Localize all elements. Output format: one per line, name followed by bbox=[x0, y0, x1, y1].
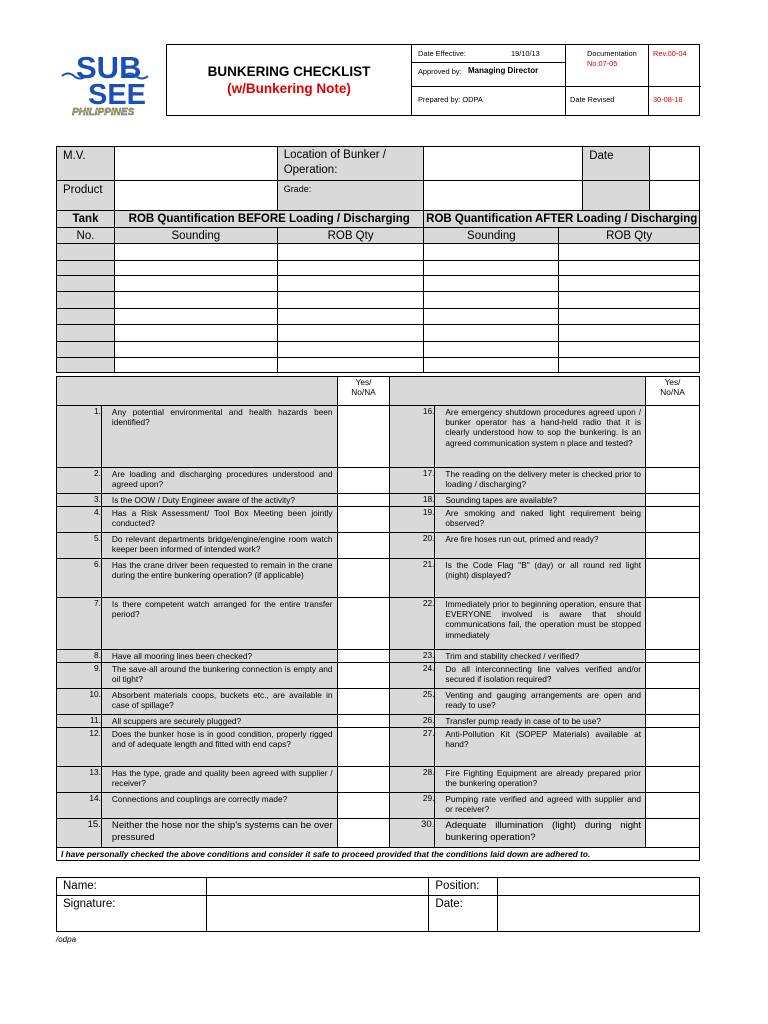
signature-field[interactable] bbox=[206, 896, 429, 932]
checklist-item-number: 29. bbox=[390, 793, 435, 819]
checklist-answer-box[interactable] bbox=[646, 468, 700, 494]
checklist-answer-box[interactable] bbox=[337, 494, 390, 507]
date-field[interactable] bbox=[650, 147, 700, 181]
checklist-item-question: Neither the hose nor the ship's systems can be over pressured bbox=[101, 819, 337, 848]
checklist-item-number: 10. bbox=[57, 689, 102, 715]
location-label: Location of Bunker / Operation: bbox=[277, 147, 424, 181]
checklist-item-question: Any potential environmental and health hazards been identified? bbox=[101, 406, 337, 468]
date-effective-label: Date Effective: bbox=[418, 49, 466, 58]
checklist-item-number: 28. bbox=[390, 767, 435, 793]
checklist-answer-box[interactable] bbox=[337, 767, 390, 793]
checklist-item-question: Pumping rate verified and agreed with supplier and or receiver? bbox=[435, 793, 646, 819]
checklist-row bbox=[57, 650, 700, 663]
checklist-item-number: 9. bbox=[57, 663, 102, 689]
checklist-item-question: Has a Risk Assessment/ Tool Box Meeting been jointly conducted? bbox=[101, 507, 337, 533]
checklist-left-header bbox=[57, 377, 338, 406]
date-effective-value: 19/10/13 bbox=[511, 49, 540, 58]
checklist-table bbox=[56, 376, 700, 861]
approved-by-label: Approved by: bbox=[418, 67, 462, 76]
checklist-item-number: 1. bbox=[57, 406, 102, 468]
checklist-item-question: Does the bunker hose is in good condition, properly rigged and of adequate length and fitted with end caps? bbox=[101, 728, 337, 767]
checklist-item-number: 20. bbox=[390, 533, 435, 559]
checklist-item-number: 18. bbox=[390, 494, 435, 507]
grade-field[interactable] bbox=[424, 181, 583, 211]
rob-qty-after-label: ROB Qty bbox=[559, 228, 700, 244]
checklist-row bbox=[57, 728, 700, 767]
checklist-answer-box[interactable] bbox=[337, 689, 390, 715]
signoff-table bbox=[56, 877, 700, 932]
checklist-answer-box[interactable] bbox=[646, 728, 700, 767]
approved-by-value: Managing Director bbox=[468, 66, 539, 75]
checklist-item-question: Are loading and discharging procedures understood and agreed upon? bbox=[101, 468, 337, 494]
footer-code: /odpa bbox=[56, 935, 77, 944]
checklist-item-number: 11. bbox=[57, 715, 102, 728]
bunker-info-table bbox=[56, 146, 700, 373]
checklist-item-number: 24. bbox=[390, 663, 435, 689]
tank-no-label: No. bbox=[57, 228, 115, 244]
sounding-after-label: Sounding bbox=[424, 228, 559, 244]
checklist-item-question: Fire Fighting Equipment are already prepared prior the bunkering operation? bbox=[435, 767, 646, 793]
checklist-item-number: 22. bbox=[390, 598, 435, 650]
checklist-item-question: Is the Code Flag "B" (day) or all round red light (night) displayed? bbox=[435, 559, 646, 598]
date-label: Date bbox=[583, 147, 650, 181]
checklist-answer-box[interactable] bbox=[646, 650, 700, 663]
checklist-item-number: 8. bbox=[57, 650, 102, 663]
checklist-row bbox=[57, 715, 700, 728]
checklist-answer-box[interactable] bbox=[337, 406, 390, 468]
checklist-item-question: Anti-Pollution Kit (SOPEP Materials) available at hand? bbox=[435, 728, 646, 767]
signoff-date-label: Date: bbox=[429, 896, 498, 932]
tank-row bbox=[57, 325, 700, 342]
document-header bbox=[166, 44, 700, 116]
checklist-item-number: 13. bbox=[57, 767, 102, 793]
checklist-answer-box[interactable] bbox=[337, 559, 390, 598]
checklist-answer-box[interactable] bbox=[337, 793, 390, 819]
checklist-row bbox=[57, 819, 700, 848]
checklist-row bbox=[57, 559, 700, 598]
checklist-item-number: 21. bbox=[390, 559, 435, 598]
sounding-before-label: Sounding bbox=[114, 228, 277, 244]
checklist-item-question: Do all interconnecting line valves verified and/or secured if isolation required? bbox=[435, 663, 646, 689]
checklist-item-question: Have all mooring lines been checked? bbox=[101, 650, 337, 663]
checklist-item-number: 5. bbox=[57, 533, 102, 559]
checklist-item-number: 2. bbox=[57, 468, 102, 494]
checklist-row bbox=[57, 494, 700, 507]
documentation-value: No.07-05 bbox=[587, 59, 618, 68]
checklist-answer-box[interactable] bbox=[646, 793, 700, 819]
checklist-answer-box[interactable] bbox=[337, 650, 390, 663]
checklist-item-question: Is there competent watch arranged for the entire transfer period? bbox=[101, 598, 337, 650]
prepared-by: Prepared by: ODPA bbox=[418, 95, 483, 104]
checklist-answer-box[interactable] bbox=[337, 819, 390, 848]
tank-row bbox=[57, 358, 700, 373]
checklist-item-number: 17. bbox=[390, 468, 435, 494]
grade-extra-field bbox=[583, 181, 650, 211]
svg-text:SUB: SUB bbox=[76, 50, 142, 85]
checklist-answer-box[interactable] bbox=[337, 715, 390, 728]
checklist-item-number: 30. bbox=[390, 819, 435, 848]
checklist-item-number: 7. bbox=[57, 598, 102, 650]
checklist-answer-box[interactable] bbox=[646, 663, 700, 689]
position-label: Position: bbox=[429, 878, 498, 896]
document-title: BUNKERING CHECKLIST bbox=[207, 64, 371, 79]
checklist-row bbox=[57, 793, 700, 819]
checklist-item-number: 15. bbox=[57, 819, 102, 848]
checklist-row bbox=[57, 533, 700, 559]
checklist-answer-box[interactable] bbox=[337, 663, 390, 689]
checklist-item-number: 27. bbox=[390, 728, 435, 767]
checklist-row bbox=[57, 689, 700, 715]
signoff-date-field[interactable] bbox=[498, 896, 700, 932]
checklist-item-number: 3. bbox=[57, 494, 102, 507]
checklist-answer-box[interactable] bbox=[337, 507, 390, 533]
checklist-item-question: All scuppers are securely plugged? bbox=[101, 715, 337, 728]
rob-after-heading: ROB Quantification AFTER Loading / Discharging bbox=[424, 211, 700, 228]
svg-text:SEE: SEE bbox=[88, 79, 147, 111]
checklist-answer-box[interactable] bbox=[646, 767, 700, 793]
checklist-item-question: The save-all around the bunkering connection is empty and oil tight? bbox=[101, 663, 337, 689]
svg-text:PHILIPPINES: PHILIPPINES bbox=[72, 107, 135, 118]
documentation-label: Documentation bbox=[587, 49, 637, 58]
checklist-item-question: Adequate illumination (light) during night bunkering operation? bbox=[435, 819, 646, 848]
checklist-item-number: 23. bbox=[390, 650, 435, 663]
position-field[interactable] bbox=[498, 878, 700, 896]
checklist-answer-box[interactable] bbox=[646, 533, 700, 559]
checklist-item-question: Are fire hoses run out, primed and ready? bbox=[435, 533, 646, 559]
checklist-answer-box[interactable] bbox=[646, 507, 700, 533]
checklist-row bbox=[57, 507, 700, 533]
mv-label: M.V. bbox=[57, 147, 115, 181]
tank-row bbox=[57, 309, 700, 325]
tank-row bbox=[57, 276, 700, 292]
checklist-answer-box[interactable] bbox=[646, 559, 700, 598]
safety-declaration: I have personally checked the above conditions and consider it safe to proceed provided that the conditions laid down are adhered to. bbox=[57, 848, 700, 861]
checklist-answer-box[interactable] bbox=[646, 715, 700, 728]
checklist-answer-box[interactable] bbox=[646, 819, 700, 848]
rob-before-heading: ROB Quantification BEFORE Loading / Discharging bbox=[114, 211, 424, 228]
date-revised-value: 30-08-18 bbox=[653, 95, 683, 104]
checklist-row bbox=[57, 406, 700, 468]
yes-no-header-right: Yes/ No/NA bbox=[646, 377, 700, 406]
checklist-item-question: Is the OOW / Duty Engineer aware of the activity? bbox=[101, 494, 337, 507]
tank-row bbox=[57, 261, 700, 276]
checklist-item-question: Transfer pump ready in case of to be use? bbox=[435, 715, 646, 728]
checklist-item-question: Has the type, grade and quality been agreed with supplier / receiver? bbox=[101, 767, 337, 793]
company-logo bbox=[60, 48, 152, 118]
checklist-row bbox=[57, 468, 700, 494]
product-label: Product bbox=[57, 181, 115, 211]
checklist-answer-box[interactable] bbox=[337, 728, 390, 767]
revision-number: Rev.00-04 bbox=[653, 49, 687, 58]
checklist-item-question: Connections and couplings are correctly made? bbox=[101, 793, 337, 819]
checklist-item-question: Immediately prior to beginning operation, ensure that EVERYONE involved is aware that should communications fail, the operation must be stopped immediately bbox=[435, 598, 646, 650]
grade-extra-field-2[interactable] bbox=[650, 181, 700, 211]
checklist-answer-box[interactable] bbox=[337, 468, 390, 494]
date-revised-label: Date Revised bbox=[570, 95, 615, 104]
checklist-item-number: 26. bbox=[390, 715, 435, 728]
checklist-item-number: 25. bbox=[390, 689, 435, 715]
checklist-answer-box[interactable] bbox=[646, 494, 700, 507]
location-field[interactable] bbox=[424, 147, 583, 181]
checklist-answer-box[interactable] bbox=[337, 598, 390, 650]
checklist-row bbox=[57, 598, 700, 650]
checklist-item-question: Venting and gauging arrangements are open and ready to use? bbox=[435, 689, 646, 715]
checklist-row bbox=[57, 767, 700, 793]
checklist-answer-box[interactable] bbox=[646, 406, 700, 468]
mv-field[interactable] bbox=[114, 147, 277, 181]
checklist-item-number: 16. bbox=[390, 406, 435, 468]
document-subtitle: (w/Bunkering Note) bbox=[227, 81, 351, 96]
tank-label: Tank bbox=[57, 211, 115, 228]
tank-row bbox=[57, 292, 700, 309]
checklist-item-question: Do relevant departments bridge/engine/engine room watch keeper been informed of intended work? bbox=[101, 533, 337, 559]
checklist-item-number: 12. bbox=[57, 728, 102, 767]
checklist-item-question: Has the crane driver been requested to remain in the crane during the entire bunkering operation? (if applicable) bbox=[101, 559, 337, 598]
checklist-item-number: 6. bbox=[57, 559, 102, 598]
checklist-answer-box[interactable] bbox=[337, 533, 390, 559]
checklist-item-question: Absorbent materials coops, buckets etc., are available in case of spillage? bbox=[101, 689, 337, 715]
signature-label: Signature: bbox=[57, 896, 207, 932]
tank-row bbox=[57, 342, 700, 358]
checklist-row bbox=[57, 663, 700, 689]
name-field[interactable] bbox=[206, 878, 429, 896]
checklist-item-question: Are emergency shutdown procedures agreed upon / bunker operator has a hand-held radio that it is clearly understood how to sop the bunkering. Is an agreed communication system n place and tested? bbox=[435, 406, 646, 468]
checklist-item-question: Trim and stability checked / verified? bbox=[435, 650, 646, 663]
grade-label: Grade: bbox=[277, 181, 424, 211]
checklist-right-header bbox=[390, 377, 646, 406]
tank-row bbox=[57, 244, 700, 261]
checklist-item-question: Are smoking and naked light requirement being observed? bbox=[435, 507, 646, 533]
checklist-item-question: The reading on the delivery meter is checked prior to loading / discharging? bbox=[435, 468, 646, 494]
name-label: Name: bbox=[57, 878, 207, 896]
checklist-item-number: 14. bbox=[57, 793, 102, 819]
checklist-answer-box[interactable] bbox=[646, 598, 700, 650]
product-field[interactable] bbox=[114, 181, 277, 211]
rob-qty-before-label: ROB Qty bbox=[277, 228, 424, 244]
checklist-item-number: 19. bbox=[390, 507, 435, 533]
yes-no-header-left: Yes/ No/NA bbox=[337, 377, 390, 406]
checklist-item-question: Sounding tapes are available? bbox=[435, 494, 646, 507]
checklist-item-number: 4. bbox=[57, 507, 102, 533]
checklist-answer-box[interactable] bbox=[646, 689, 700, 715]
